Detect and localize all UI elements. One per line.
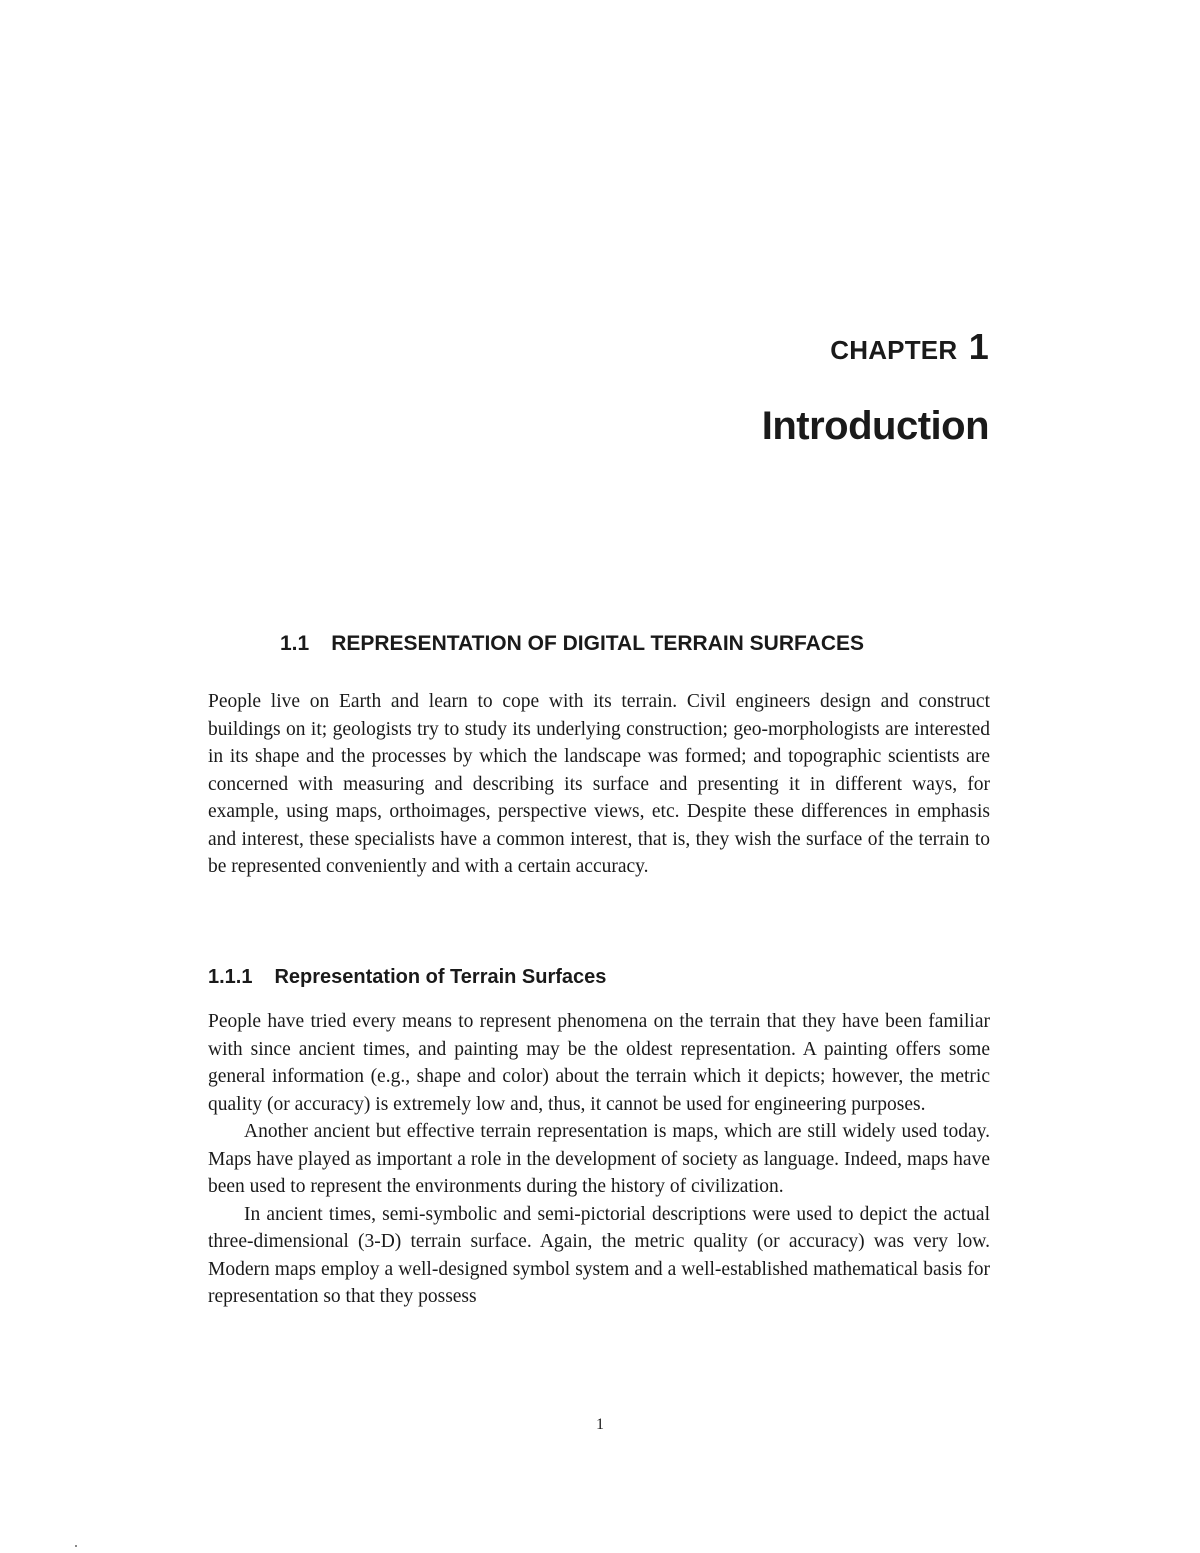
body-paragraph: People have tried every means to represent phenomena on the terrain that they have been familiar with since ancient times, and painting may be the oldest representation. A painting offers some general information (e.g., shape and color) about the terrain which it depicts; however, the metric quality (or accuracy) is extremely low and, thus, it cannot be used for engineering purposes. bbox=[208, 1011, 990, 1115]
page-number: 1 bbox=[596, 1416, 604, 1433]
subsection-title: Representation of Terrain Surfaces bbox=[274, 966, 607, 988]
chapter-number: 1 bbox=[968, 326, 989, 367]
subsection-number: 1.1.1 bbox=[208, 966, 253, 988]
body-paragraph: Another ancient but effective terrain representation is maps, which are still widely used today. Maps have played as important a role in the development of society as language. Indeed, maps have been used to represent the environments during the history of civilization. bbox=[208, 1121, 990, 1197]
body-paragraph: In ancient times, semi-symbolic and semi-pictorial descriptions were used to depict the actual three-dimensional (3-D) terrain surface. Again, the metric quality (or accuracy) was very low. Modern maps employ a well-designed symbol system and a well-established mathematical basis for representation so that they possess bbox=[208, 1203, 990, 1307]
section-heading bbox=[280, 632, 864, 656]
chapter-label-text: CHAPTER bbox=[830, 335, 958, 365]
subsection-heading bbox=[208, 966, 606, 989]
section-number: 1.1 bbox=[280, 632, 310, 655]
chapter-title: Introduction bbox=[761, 404, 989, 448]
subsection-body bbox=[208, 1008, 990, 1311]
scan-speck bbox=[75, 1545, 77, 1547]
section-paragraph: People live on Earth and learn to cope with its terrain. Civil engineers design and construct buildings on it; geologists try to study its underlying construction; geo-morphologists are interested in its shape and the processes by which the landscape was formed; and topographic scientists are concerned with measuring and describing its surface and presenting it in different ways, for example, using maps, orthoimages, perspective views, etc. Despite these differences in emphasis and interest, these specialists have a common interest, that is, they wish the surface of the terrain to be represented conveniently and with a certain accuracy. bbox=[208, 691, 990, 877]
chapter-label bbox=[830, 326, 989, 368]
section-title: REPRESENTATION OF DIGITAL TERRAIN SURFACES bbox=[331, 632, 865, 655]
